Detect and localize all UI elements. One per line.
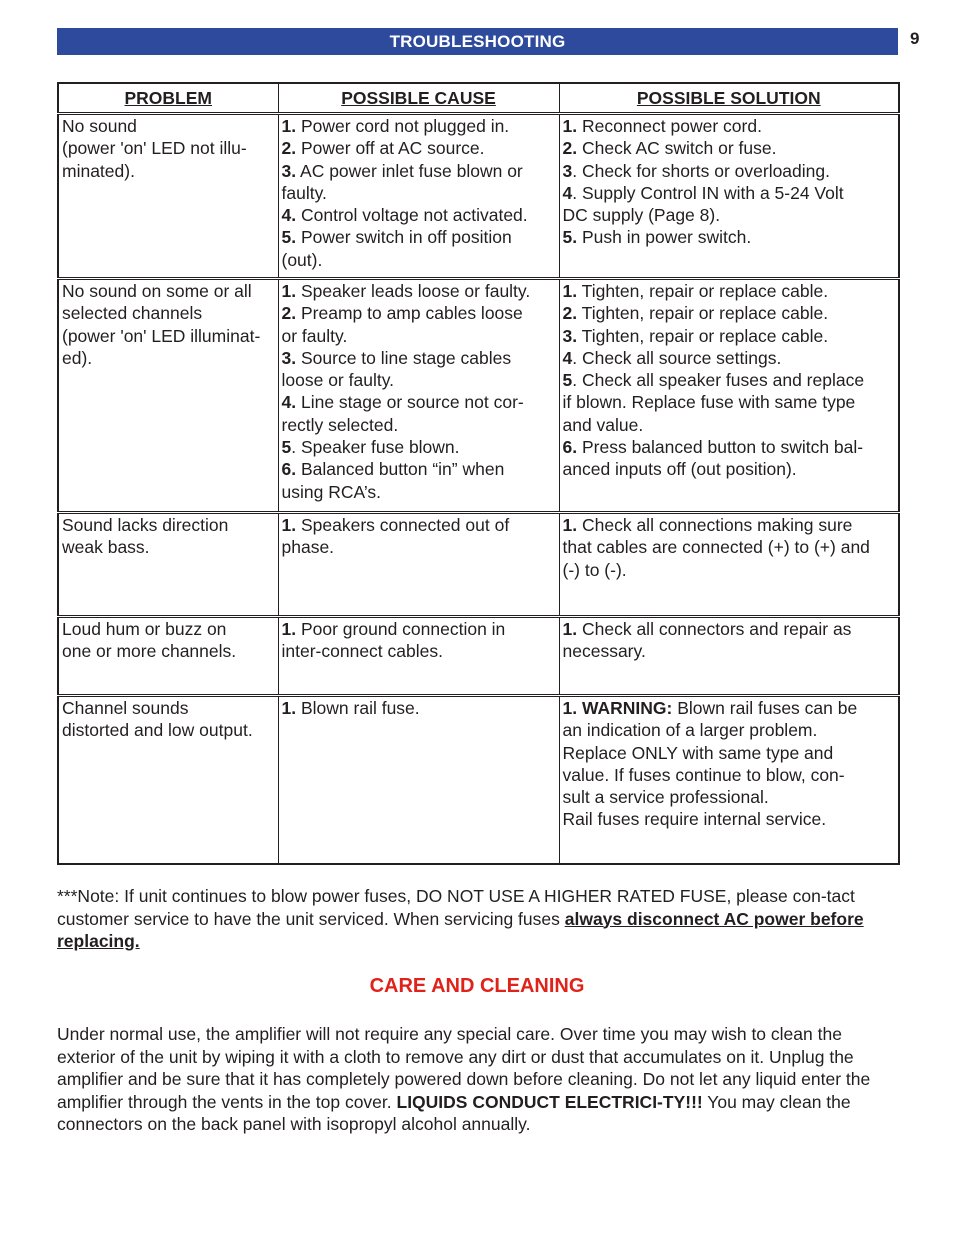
solution-cell (559, 696, 899, 864)
solution-line (563, 536, 896, 558)
cause-text: (out). (281, 249, 323, 270)
problem-cell (58, 114, 278, 279)
page-number: 9 (910, 29, 920, 48)
cause-line (282, 536, 556, 558)
cause-line (282, 182, 556, 204)
problem-line: No sound on some or all (62, 281, 252, 301)
cause-cell (278, 279, 559, 513)
cause-text: Speaker leads loose or faulty. (300, 281, 531, 301)
solution-text: Tighten, repair or replace cable. (581, 325, 829, 346)
solution-line (563, 391, 896, 413)
solution-line (563, 160, 896, 182)
solution-text: Blown rail fuses can be (677, 698, 858, 718)
cause-number: 6. (281, 459, 297, 480)
cause-number: 3. (281, 347, 297, 368)
column-header-solution: POSSIBLE SOLUTION (559, 83, 899, 114)
solution-line (563, 226, 896, 248)
solution-number: 1. (562, 116, 578, 136)
solution-text: Tighten, repair or replace cable. (581, 303, 829, 324)
solution-line (563, 742, 896, 764)
cause-cell (278, 617, 559, 696)
cause-text: Source to line stage cables (300, 347, 512, 368)
solution-text: Check all connectors and repair as (581, 619, 852, 639)
cause-cell (278, 114, 559, 279)
care-warning: LIQUIDS CONDUCT ELECTRICI-TY!!! (396, 1091, 703, 1112)
solution-line (563, 325, 896, 347)
solution-cell (559, 279, 899, 513)
solution-line (563, 369, 896, 391)
table-row (58, 696, 899, 864)
solution-text: Check all connections making sure (581, 515, 853, 535)
solution-number: 2. (562, 303, 578, 324)
cause-number: 4. (281, 392, 297, 413)
care-text-end: You may clean the connectors on the back panel with isopropyl alcohol annually. (57, 1091, 851, 1134)
solution-cell (559, 513, 899, 617)
solution-line (563, 204, 896, 226)
problem-line: ed). (62, 347, 93, 368)
fuse-note (57, 885, 899, 953)
cause-line (282, 280, 556, 302)
cause-text: Blown rail fuse. (300, 698, 420, 718)
cause-number: 2. (281, 303, 297, 324)
cause-number: 4. (281, 205, 297, 226)
solution-text: that cables are connected (+) to (+) and (562, 537, 870, 558)
solution-line (563, 458, 896, 480)
cause-text: Poor ground connection in (300, 619, 506, 639)
solution-line (563, 697, 896, 719)
solution-line (563, 618, 896, 640)
solution-line (563, 182, 896, 204)
table-row (58, 617, 899, 696)
cause-number: 1. (281, 698, 297, 718)
solution-line (563, 347, 896, 369)
solution-number: 1. WARNING: (562, 698, 673, 718)
cause-line (282, 325, 556, 347)
cause-line (282, 369, 556, 391)
solution-line (563, 115, 896, 137)
care-paragraph (57, 1023, 897, 1136)
cause-line (282, 618, 556, 640)
solution-text: sult a service professional. (562, 787, 769, 808)
cause-text: Power off at AC source. (300, 138, 485, 159)
solution-text: . Supply Control IN with a 5-24 Volt (572, 182, 844, 203)
table-header-row (58, 83, 899, 114)
problem-cell (58, 617, 278, 696)
cause-text: using RCA’s. (281, 481, 382, 502)
solution-text: Press balanced button to switch bal- (581, 437, 864, 458)
cause-number: 5. (281, 227, 297, 248)
solution-number: 4 (562, 182, 573, 203)
solution-line (563, 280, 896, 302)
fuse-note-emphasis: always disconnect AC power before replacing. (57, 908, 864, 951)
solution-number: 4 (562, 347, 573, 368)
solution-text: Check AC switch or fuse. (581, 138, 777, 159)
problem-line: No sound (62, 116, 137, 136)
problem-line: (power 'on' LED not illu- (62, 138, 247, 159)
cause-line (282, 302, 556, 324)
solution-number: 1. (562, 281, 578, 301)
cause-text: Speakers connected out of (300, 515, 510, 535)
solution-text: if blown. Replace fuse with same type (562, 392, 856, 413)
solution-line (563, 302, 896, 324)
cause-line (282, 514, 556, 536)
section-title: TROUBLESHOOTING (389, 31, 566, 51)
cause-number: 1. (281, 281, 297, 301)
cause-text: AC power inlet fuse blown or (300, 160, 523, 181)
cause-text: . Speaker fuse blown. (291, 437, 460, 458)
solution-line (563, 436, 896, 458)
fuse-note-text: ***Note: If unit continues to blow power fuses, DO NOT USE A HIGHER RATED FUSE, please con-tact customer service to have the unit serviced. When servicing fuses (57, 886, 855, 929)
solution-line (563, 786, 896, 808)
solution-text: value. If fuses continue to blow, con- (562, 764, 845, 785)
solution-text: . Check for shorts or overloading. (572, 160, 830, 181)
cause-text: inter-connect cables. (281, 641, 443, 662)
solution-text: Reconnect power cord. (581, 116, 762, 136)
problem-line: Channel sounds (62, 698, 189, 718)
cause-number: 1. (281, 515, 297, 535)
solution-text: Replace ONLY with same type and (562, 742, 834, 763)
cause-text: Preamp to amp cables loose (300, 303, 523, 324)
cause-line (282, 249, 556, 271)
problem-cell (58, 696, 278, 864)
problem-line: minated). (62, 160, 135, 181)
cause-line (282, 347, 556, 369)
cause-text: Power cord not plugged in. (300, 116, 510, 136)
solution-line (563, 137, 896, 159)
cause-text: faulty. (281, 182, 327, 203)
problem-line: (power 'on' LED illuminat- (62, 325, 261, 346)
problem-line: Loud hum or buzz on (62, 619, 227, 639)
cause-number: 1. (281, 116, 297, 136)
solution-number: 5. (562, 227, 578, 248)
problem-cell (58, 279, 278, 513)
cause-text: Power switch in off position (300, 227, 512, 248)
solution-number: 5 (562, 370, 573, 391)
solution-text: an indication of a larger problem. (562, 720, 818, 741)
cause-text: Balanced button “in” when (300, 459, 505, 480)
care-text-start: Under normal use, the amplifier will not require any special care. Over time you may wish to clean the exterior of the unit by wiping it with a cloth to remove any dirt or dust that accumulates on it. Unplug the amplifier and be sure that it has completely powered down before cleaning. Do not let any liquid enter the amplifier through the vents in the top cover. (57, 1024, 871, 1112)
cause-line (282, 640, 556, 662)
solution-number: 6. (562, 437, 578, 458)
solution-number: 1. (562, 619, 578, 639)
cause-text: Line stage or source not cor- (300, 392, 524, 413)
problem-line: one or more channels. (62, 641, 237, 662)
table-row (58, 114, 899, 279)
cause-line (282, 697, 556, 719)
care-section-title: CARE AND CLEANING (369, 975, 585, 997)
solution-line (563, 559, 896, 581)
cause-line (282, 115, 556, 137)
problem-cell (58, 513, 278, 617)
cause-line (282, 160, 556, 182)
solution-line (563, 719, 896, 741)
solution-text: Tighten, repair or replace cable. (581, 281, 829, 301)
cause-number: 1. (281, 619, 297, 639)
table-row (58, 513, 899, 617)
solution-text: Rail fuses require internal service. (562, 809, 827, 830)
solution-line (563, 640, 896, 662)
cause-line (282, 481, 556, 503)
cause-cell (278, 696, 559, 864)
solution-text: and value. (562, 414, 644, 435)
solution-text: DC supply (Page 8). (562, 205, 721, 226)
solution-cell (559, 617, 899, 696)
cause-line (282, 458, 556, 480)
cause-line (282, 226, 556, 248)
cause-line (282, 391, 556, 413)
cause-text: or faulty. (281, 325, 348, 346)
section-header-bar (57, 28, 898, 55)
solution-text: Push in power switch. (581, 227, 752, 248)
cause-number: 3. (281, 160, 297, 181)
solution-number: 1. (562, 515, 578, 535)
solution-number: 3 (562, 160, 573, 181)
cause-text: phase. (281, 537, 335, 558)
cause-text: rectly selected. (281, 414, 399, 435)
column-header-cause: POSSIBLE CAUSE (278, 83, 559, 114)
solution-text: . Check all speaker fuses and replace (572, 370, 865, 391)
problem-line: weak bass. (62, 537, 150, 558)
cause-cell (278, 513, 559, 617)
problem-line: selected channels (62, 303, 203, 324)
cause-line (282, 137, 556, 159)
cause-text: Control voltage not activated. (300, 205, 528, 226)
cause-number: 5 (281, 437, 292, 458)
solution-cell (559, 114, 899, 279)
solution-text: anced inputs off (out position). (562, 459, 797, 480)
problem-line: distorted and low output. (62, 720, 253, 741)
solution-line (563, 414, 896, 436)
problem-line: Sound lacks direction (62, 515, 229, 535)
table-row (58, 279, 899, 513)
cause-line (282, 414, 556, 436)
column-header-problem: PROBLEM (58, 83, 278, 114)
cause-text: loose or faulty. (281, 370, 395, 391)
troubleshooting-table (57, 82, 900, 865)
solution-line (563, 808, 896, 830)
solution-text: necessary. (562, 641, 646, 662)
solution-text: (-) to (-). (562, 559, 627, 580)
cause-number: 2. (281, 138, 297, 159)
solution-text: . Check all source settings. (572, 347, 782, 368)
solution-line (563, 764, 896, 786)
cause-line (282, 204, 556, 226)
solution-number: 2. (562, 138, 578, 159)
solution-number: 3. (562, 325, 578, 346)
solution-line (563, 514, 896, 536)
cause-line (282, 436, 556, 458)
